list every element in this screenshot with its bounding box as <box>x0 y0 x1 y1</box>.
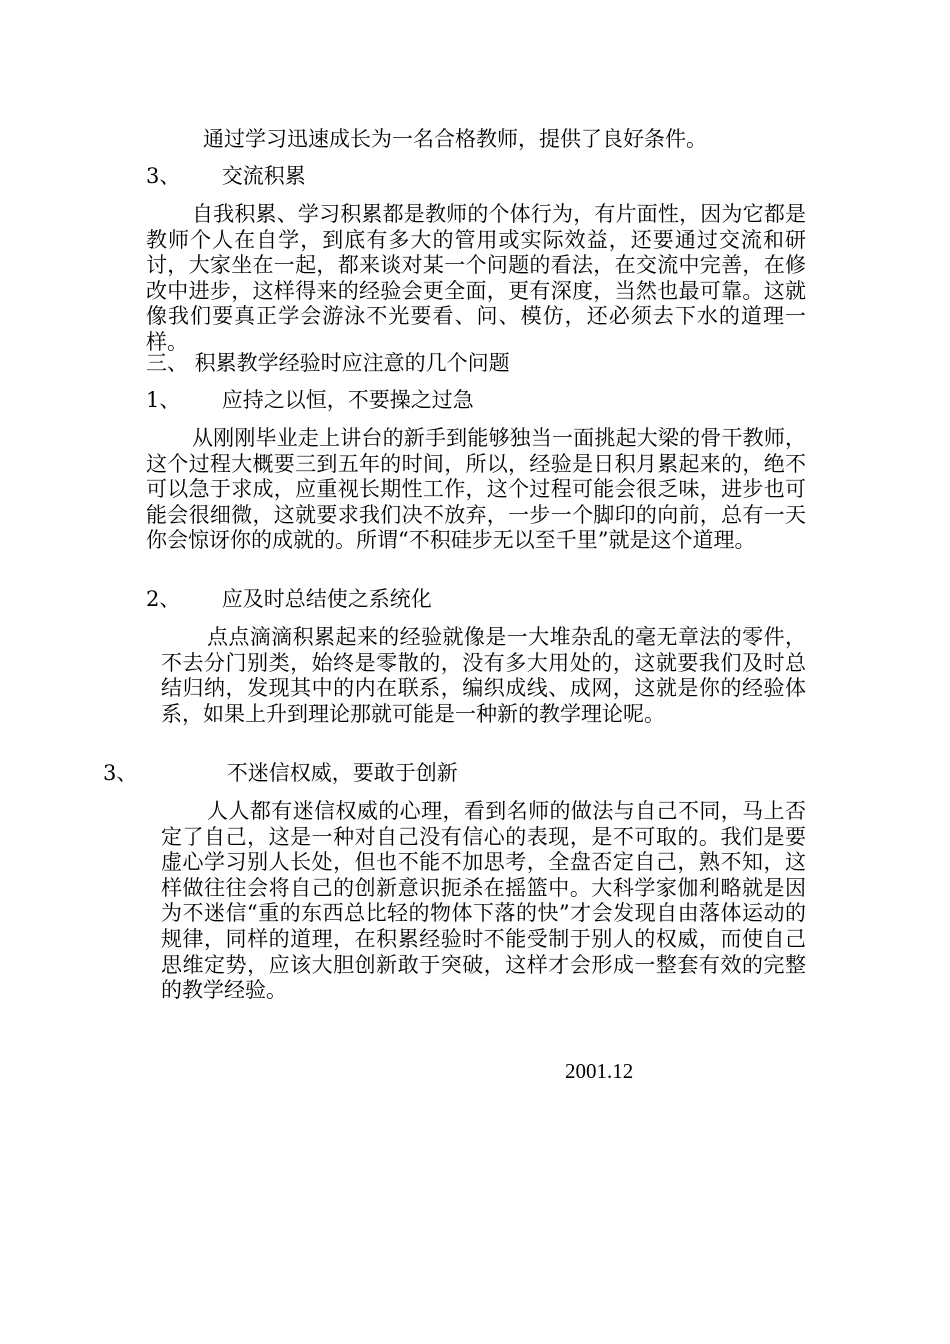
paragraph-exchange-accumulation: 自我积累、学习积累都是教师的个体行为，有片面性，因为它都是教师个人在自学，到底有多大的管用或实际效益，还要通过交流和研讨，大家坐在一起，都来谈对某一个问题的看法，在交流中完善，在修改中进步，这样得来的经验会更全面，更有深度，当然也最可靠。这就像我们要真正学会游泳不光要看、问、模仿，还必须去下水的道理一样。 <box>146 202 806 354</box>
document-date: 2001.12 <box>565 1059 634 1083</box>
section-3-heading <box>146 163 306 189</box>
paragraph-systematize: 点点滴滴积累起来的经验就像是一大堆杂乱的毫无章法的零件，不去分门别类，始终是零散的，没有多大用处的，这就要我们及时总结归纳，发现其中的内在联系，编织成线、成网，这就是你的经验体系，如果上升到理论那就可能是一种新的教学理论呢。 <box>161 625 806 726</box>
section-3-title: 交流积累 <box>221 164 306 188</box>
item-2-number: 2、 <box>146 587 181 611</box>
paragraph-innovation: 人人都有迷信权威的心理，看到名师的做法与自己不同，马上否定了自己，这是一种对自己没有信心的表现，是不可取的。我们是要虚心学习别人长处，但也不能不加思考，全盘否定自己，熟不知，这样做往往会将自己的创新意识扼杀在摇篮中。大科学家伽利略就是因为不迷信“重的东西总比轻的物体下落的快”才会发现自由落体运动的规律，同样的道理，在积累经验时不能受制于别人的权威，而使自己思维定势，应该大胆创新敢于突破，这样才会形成一整套有效的完整的教学经验。 <box>161 799 806 1003</box>
intro-line: 通过学习迅速成长为一名合格教师，提供了良好条件。 <box>203 127 707 151</box>
section-3-number: 3、 <box>146 164 181 188</box>
item-3-heading <box>103 760 458 786</box>
item-2-title: 应及时总结使之系统化 <box>221 587 432 611</box>
item-3-title: 不迷信权威，要敢于创新 <box>226 761 458 785</box>
item-1-title: 应持之以恒，不要操之过急 <box>221 388 474 412</box>
item-3-number: 3、 <box>103 761 138 785</box>
item-1-number: 1、 <box>146 388 181 412</box>
paragraph-persistence: 从刚刚毕业走上讲台的新手到能够独当一面挑起大梁的骨干教师，这个过程大概要三到五年的时间，所以，经验是日积月累起来的，绝不可以急于求成，应重视长期性工作，这个过程可能会很乏味，进步也可能会很细微，这就要求我们决不放弃，一步一个脚印的向前，总有一天你会惊讶你的成就的。所谓“不积硅步无以至千里”就是这个道理。 <box>146 426 806 553</box>
item-2-heading <box>146 586 432 612</box>
item-1-heading <box>146 387 474 413</box>
part-3-heading: 三、 积累教学经验时应注意的几个问题 <box>146 351 510 375</box>
